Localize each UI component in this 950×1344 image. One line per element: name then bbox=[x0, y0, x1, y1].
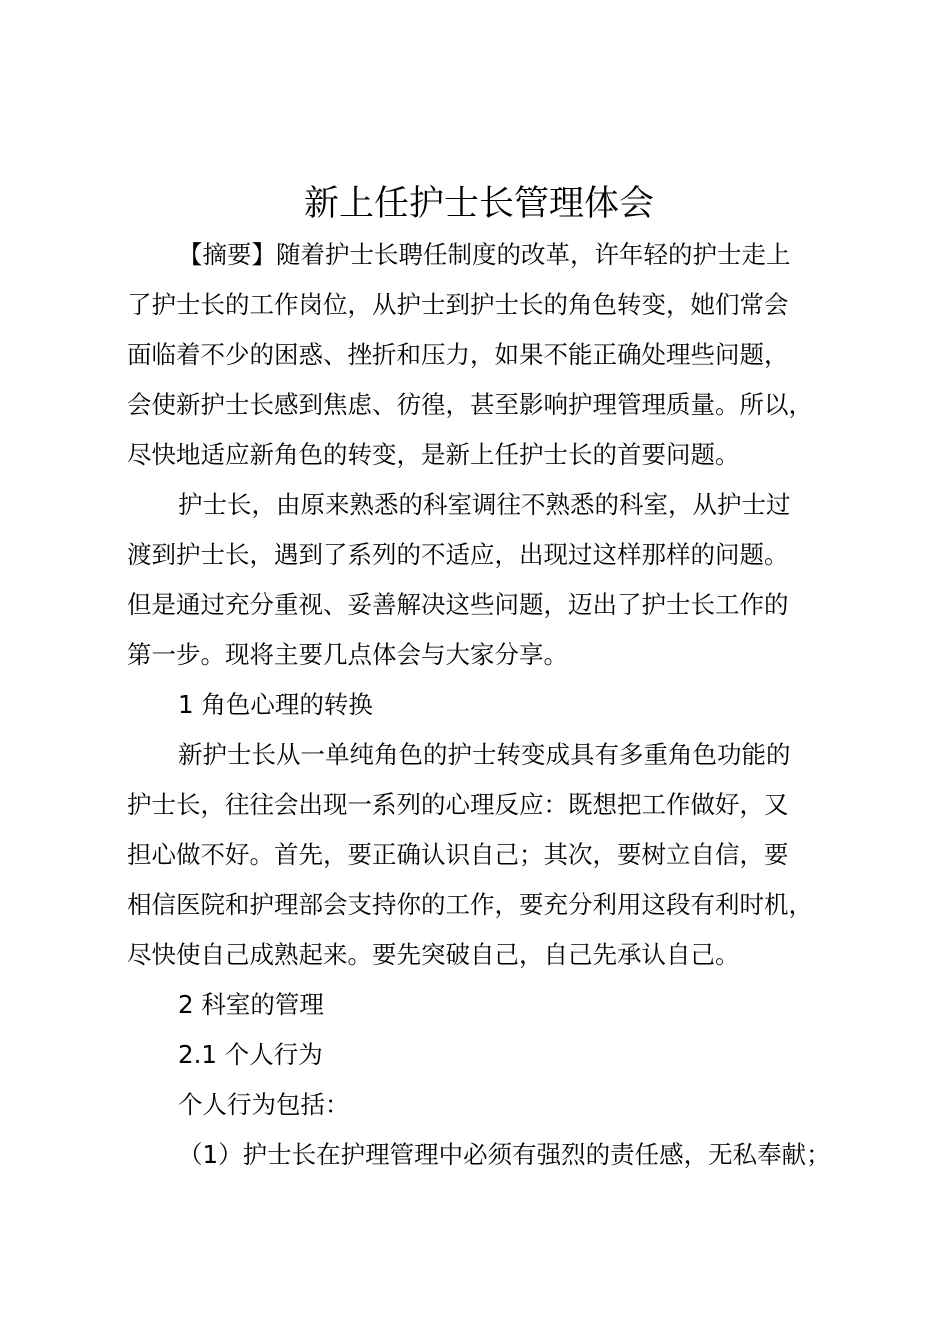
paragraph bbox=[127, 230, 862, 480]
paragraph-line: 2.1 个人行为 bbox=[178, 1040, 323, 1069]
paragraph-line: （1）护士长在护理管理中必须有强烈的责任感，无私奉献； bbox=[178, 1140, 831, 1169]
paragraph bbox=[127, 1130, 862, 1180]
paragraph-line: 新护士长从一单纯角色的护士转变成具有多重角色功能的 bbox=[178, 740, 791, 769]
paragraph bbox=[127, 1080, 862, 1130]
document-title: 新上任护士长管理体会 bbox=[303, 184, 654, 224]
paragraph-line: 尽快使自己成熟起来。要先突破自己，自己先承认自己。 bbox=[127, 940, 740, 969]
paragraph-line: 护士长，往往会出现一系列的心理反应：既想把工作做好，又 bbox=[127, 790, 789, 819]
paragraph bbox=[127, 980, 862, 1030]
paragraph-line: 但是通过充分重视、妥善解决这些问题，迈出了护士长工作的 bbox=[127, 590, 789, 619]
paragraph bbox=[127, 680, 862, 730]
paragraph-line: 护士长，由原来熟悉的科室调往不熟悉的科室，从护士过 bbox=[178, 490, 791, 519]
paragraph-line: 个人行为包括： bbox=[178, 1090, 350, 1119]
paragraph bbox=[127, 1030, 862, 1080]
paragraph bbox=[127, 480, 862, 680]
paragraph-line: 会使新护士长感到焦虑、彷徨，甚至影响护理管理质量。所以， bbox=[127, 390, 813, 419]
paragraph-line: 相信医院和护理部会支持你的工作，要充分利用这段有利时机， bbox=[127, 890, 813, 919]
paragraph-line: 担心做不好。首先，要正确认识自己；其次，要树立自信，要 bbox=[127, 840, 789, 869]
paragraph-line: 2 科室的管理 bbox=[178, 990, 324, 1019]
paragraph-line: 第一步。现将主要几点体会与大家分享。 bbox=[127, 640, 568, 669]
paragraph-line: 面临着不少的困惑、挫折和压力，如果不能正确处理些问题， bbox=[127, 340, 789, 369]
paragraph-line: 渡到护士长，遇到了系列的不适应，出现过这样那样的问题。 bbox=[127, 540, 789, 569]
paragraph-line: 1 角色心理的转换 bbox=[178, 690, 373, 719]
paragraph bbox=[127, 730, 862, 980]
paragraph-line: 尽快地适应新角色的转变，是新上任护士长的首要问题。 bbox=[127, 440, 740, 469]
paragraph-line: 【摘要】随着护士长聘任制度的改革，许年轻的护士走上 bbox=[178, 240, 791, 269]
paragraph-line: 了护士长的工作岗位，从护士到护士长的角色转变，她们常会 bbox=[127, 290, 789, 319]
document-body bbox=[127, 230, 862, 1180]
